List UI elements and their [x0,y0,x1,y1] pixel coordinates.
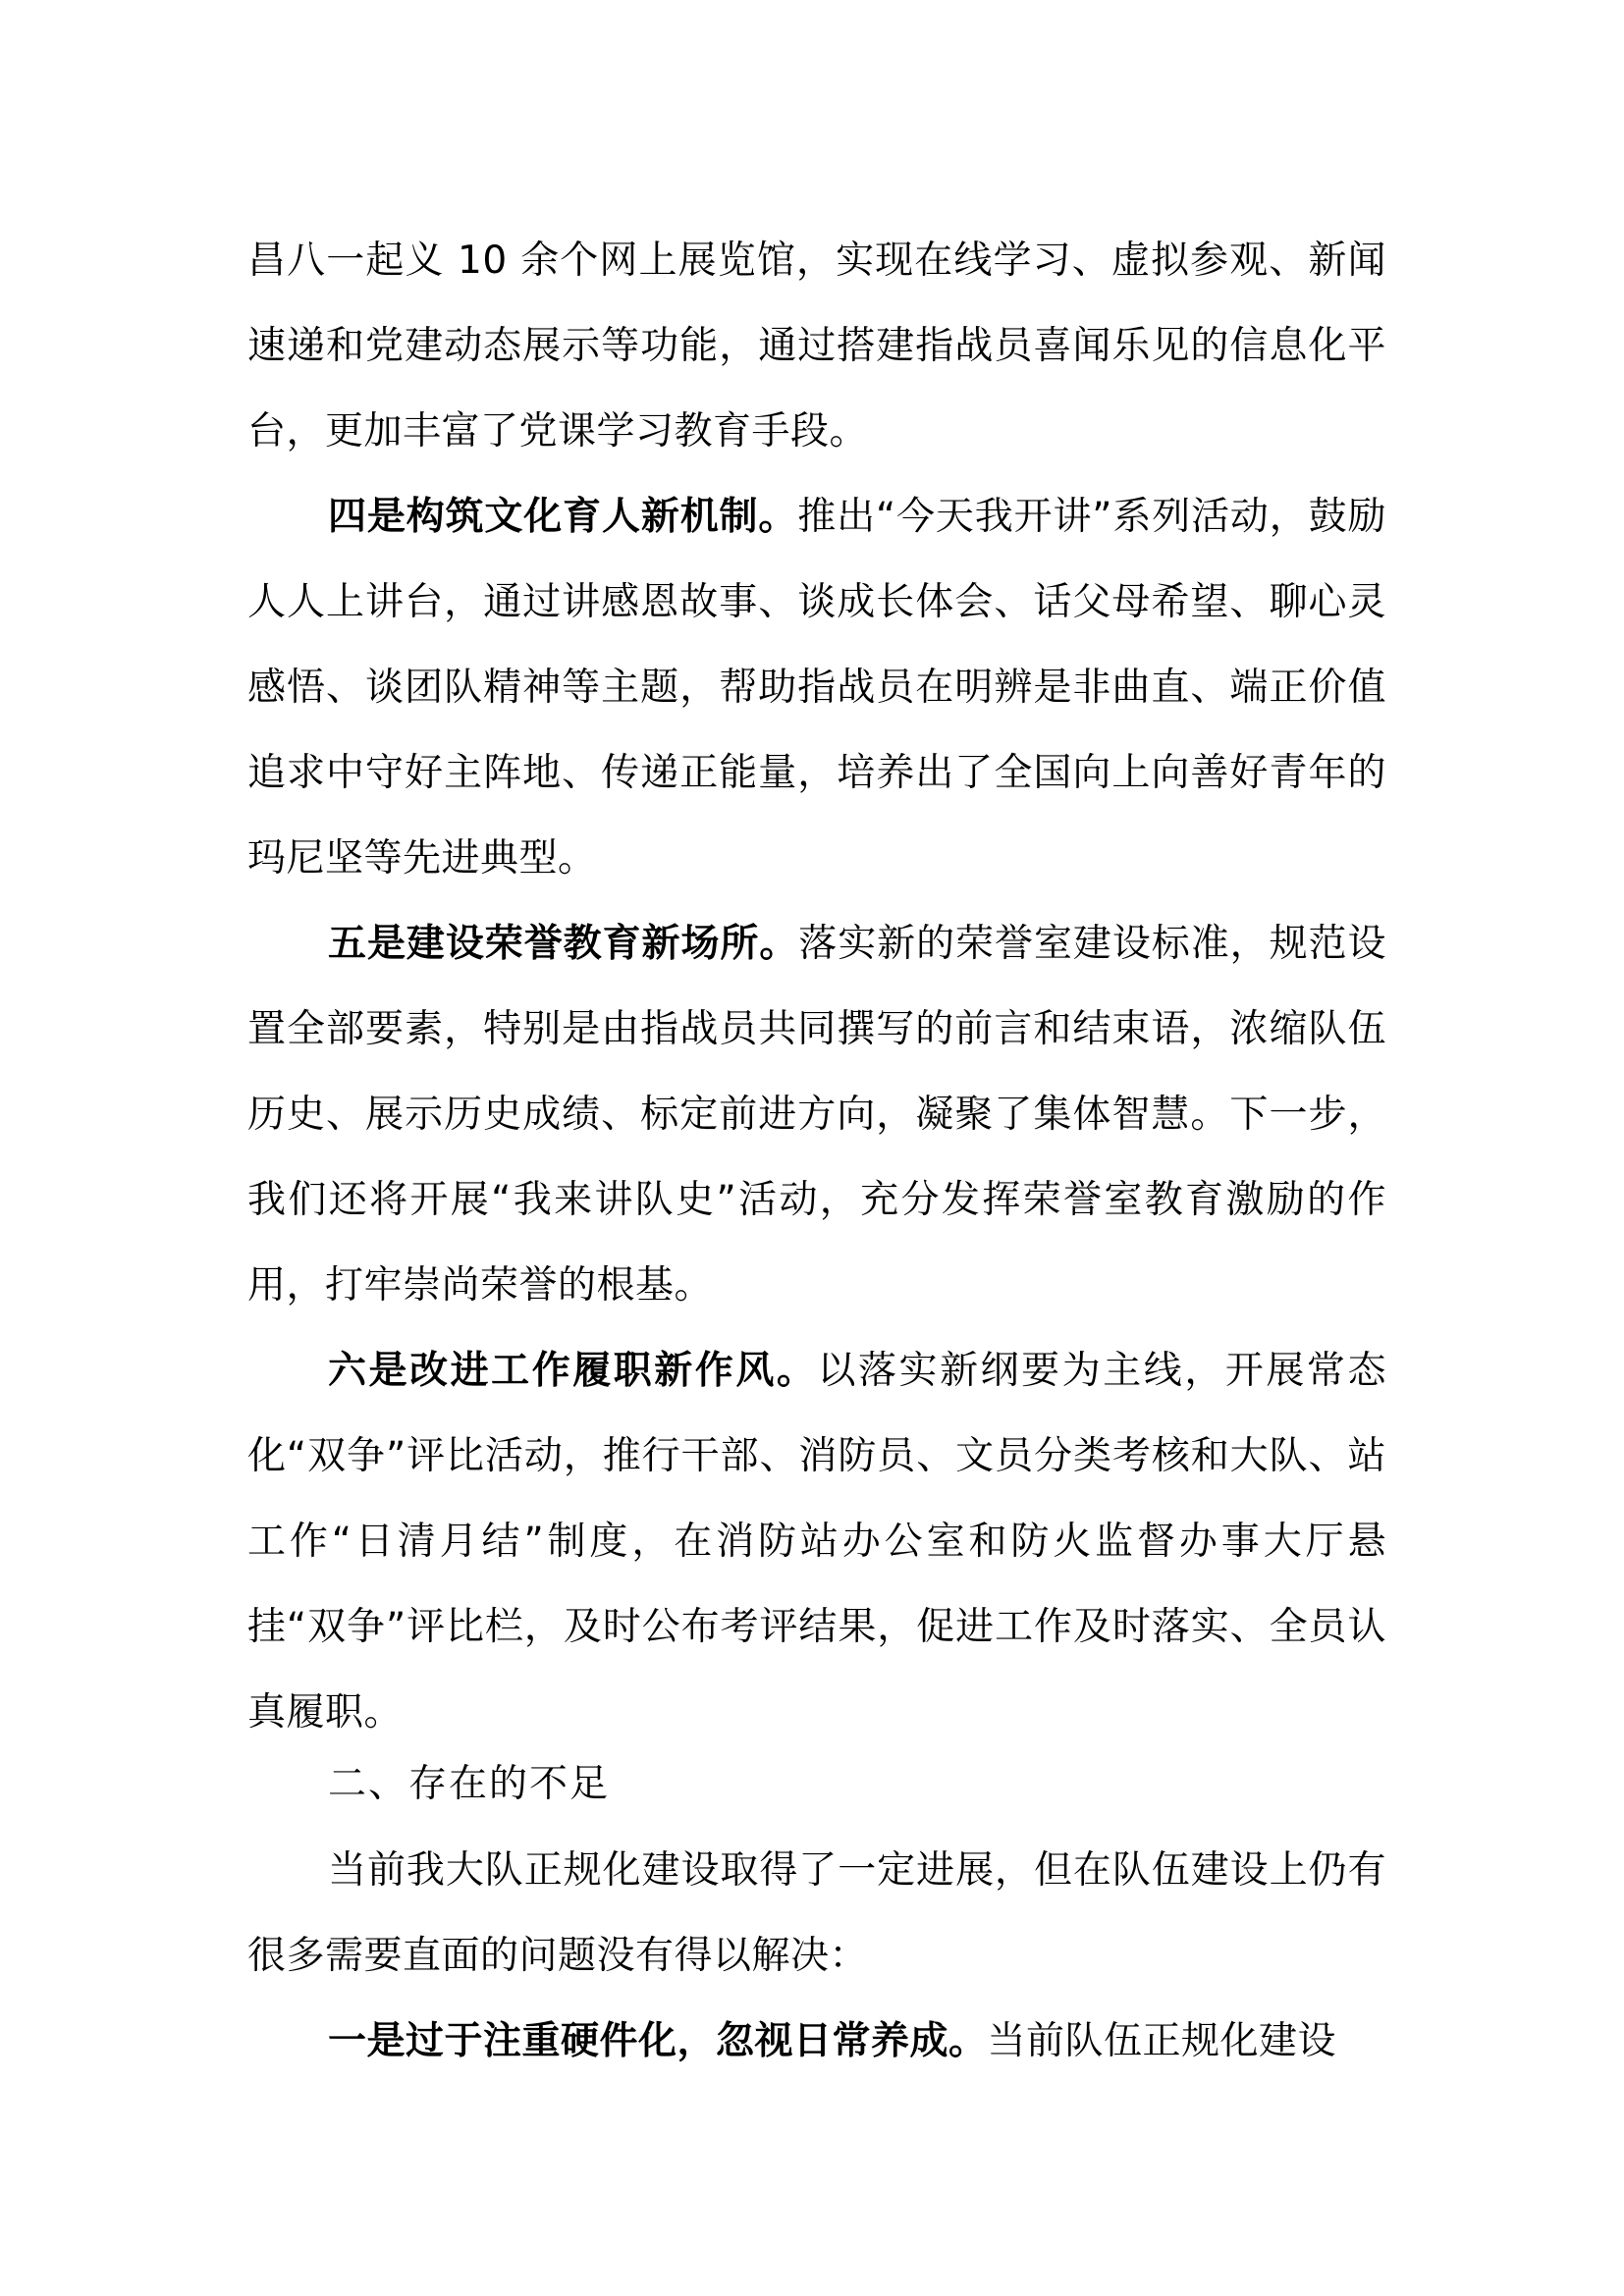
paragraph-text: 落实新的荣誉室建设标准，规范设置全部要素，特别是由指战员共同撰写的前言和结束语，浓缩队伍历史、展示历史成绩、标定前进方向，凝聚了集体智慧。下一步，我们还将开展“我来讲队史”活动，充分发挥荣誉室教育激励的作用，打牢崇尚荣誉的根基。 [247,922,1386,1308]
paragraph-text: 昌八一起义 10 余个网上展览馆，实现在线学习、虚拟参观、新闻速递和党建动态展示等功能，通过搭建指战员喜闻乐见的信息化平台，更加丰富了党课学习教育手段。 [247,239,1386,454]
paragraph-online-exhibition [247,218,1386,474]
paragraph-text: 以落实新纲要为主线，开展常态化“双争”评比活动，推行干部、消防员、文员分类考核和大队、站工作“日清月结”制度，在消防站办公室和防火监督办事大厅悬挂“双争”评比栏，及时公布考评结果，促进工作及时落实、全员认真履职。 [247,1349,1386,1735]
paragraph-lead: 四是构筑文化育人新机制。 [328,495,798,539]
paragraph-lead: 一是过于注重硬件化，忽视日常养成。 [328,2019,988,2063]
paragraph-work-style [247,1328,1386,1755]
paragraph-hardware-focus [247,1999,1386,2084]
paragraph-text: 当前队伍正规化建设 [987,2019,1337,2063]
section-heading: 二、存在的不足 [328,1762,611,1806]
document-body [247,218,1386,2084]
paragraph-culture-mechanism [247,474,1386,901]
paragraph-text: 当前我大队正规化建设取得了一定进展，但在队伍建设上仍有很多需要直面的问题没有得以解决： [247,1848,1386,1978]
paragraph-lead: 五是建设荣誉教育新场所。 [328,922,799,966]
paragraph-honor-room [247,901,1386,1328]
paragraph-lead: 六是改进工作履职新作风。 [328,1349,818,1393]
paragraph-intro [247,1828,1386,1999]
paragraph-text: 推出“今天我开讲”系列活动，鼓励人人上讲台，通过讲感恩故事、谈成长体会、话父母希望、聊心灵感悟、谈团队精神等主题，帮助指战员在明辨是非曲直、端正价值追求中守好主阵地、传递正能量，培养出了全国向上向善好青年的玛尼坚等先进典型。 [247,495,1386,881]
